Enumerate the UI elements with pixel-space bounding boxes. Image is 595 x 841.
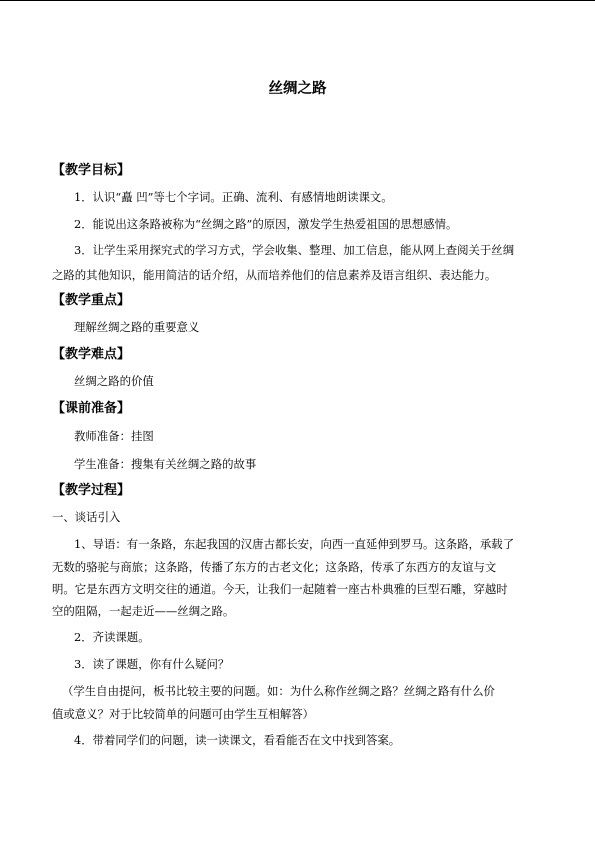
process-step-4: 4．带着同学们的问题，读一读课文，看看能否在文中找到答案。 [74,733,401,747]
heading-teaching-process: 【教学过程】 [52,483,131,498]
goal-item-2: 2．能说出这条路被称为“丝绸之路”的原因，激发学生热爱祖国的思想感情。 [74,217,458,231]
process-intro-line-3: 明。它是东西方文明交往的通道。今天，让我们一起随着一座古朴典雅的巨型石雕，穿越时 [52,582,508,596]
goal-item-3: 3．让学生采用探究式的学习方式，学会收集、整理、加工信息，能从网上查阅关于丝绸 [74,243,515,257]
key-points-text: 理解丝绸之路的重要意义 [74,320,200,334]
difficulties-text: 丝绸之路的价值 [74,374,154,388]
heading-teaching-goals: 【教学目标】 [52,163,131,178]
document-title: 丝绸之路 [268,81,327,97]
preparation-student: 学生准备：搜集有关丝绸之路的故事 [74,457,257,471]
goal-item-1: 1．认识“矗 凹”等七个字词。正确、流利、有感情地朗读课文。 [74,190,393,204]
process-note-line-2: 值或意义？对于比较简单的问题可由学生互相解答） [52,707,314,721]
preparation-teacher: 教师准备：挂图 [74,429,154,443]
process-intro-line-4: 空的阻隔，一起走近——丝绸之路。 [52,604,235,618]
heading-preparation: 【课前准备】 [52,401,131,416]
process-part1-title: 一、谈话引入 [52,510,121,524]
process-step-3: 3．读了课题，你有什么疑问？ [74,657,230,671]
heading-difficulties: 【教学难点】 [52,347,131,362]
heading-key-points: 【教学重点】 [52,293,131,308]
goal-item-3-continued: 之路的其他知识，能用简洁的话介绍，从而培养他们的信息素养及语言组织、表达能力。 [52,268,497,282]
process-note-line-1: （学生自由提问，板书比较主要的问题。如：为什么称作丝绸之路？丝绸之路有什么价 [62,684,495,698]
process-step-2: 2．齐读课题。 [74,630,150,644]
process-intro-line-1: 1、导语：有一条路，东起我国的汉唐古都长安，向西一直延伸到罗马。这条路，承载了 [74,537,515,551]
process-intro-line-2: 无数的骆驼与商旅；这条路，传播了东方的古老文化；这条路，传承了东西方的友谊与文 [52,560,497,574]
